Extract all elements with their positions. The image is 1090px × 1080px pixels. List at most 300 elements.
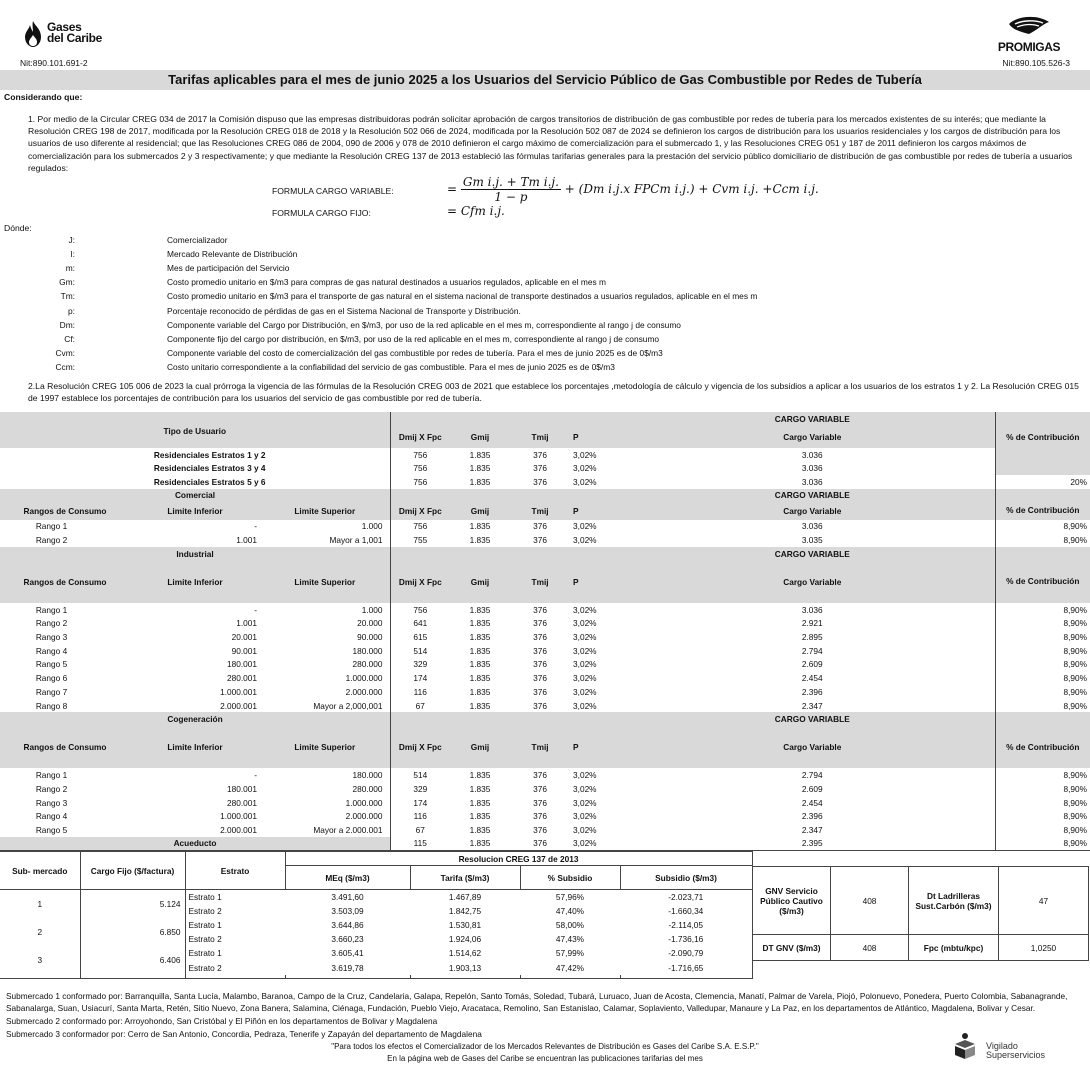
definition-row: [0, 291, 1000, 304]
rango-value: Rango 3: [35, 797, 68, 808]
subsidio-value: -1.660,34: [620, 904, 752, 918]
rango-value: Rango 2: [35, 535, 68, 546]
table-row: [0, 782, 1090, 796]
p-value: 3,02%: [573, 686, 597, 697]
rango-value: Rango 8: [35, 700, 68, 711]
p-value: 3,02%: [573, 824, 597, 835]
contribucion-value: 8,90%: [995, 630, 1090, 644]
cargo-variable-header: CARGO VARIABLE: [630, 412, 995, 426]
spacer-cell: [520, 975, 620, 979]
definition-row: [0, 348, 1000, 361]
section-header-row: [0, 547, 1090, 561]
cargo-variable-value: 2.395: [801, 838, 823, 849]
cargo-variable-value: 3.036: [801, 476, 823, 487]
tmij-value: 376: [533, 476, 547, 487]
table-row: [0, 768, 1090, 782]
meq-value: 3.644,86: [331, 919, 364, 930]
tmij-header: Tmij: [510, 561, 570, 603]
submercado-3: Submercado 3 conformador por: Cerro de San Antonio, Concordia, Pedraza, Tenerife y Zapayán del departamento de Magdalena: [6, 1029, 482, 1039]
section-header-row: [0, 412, 1090, 426]
dt-ladrilleras-label: Dt Ladrilleras Sust.Carbón ($/m3): [909, 867, 999, 935]
vigilado-text: Vigilado Superservicios: [986, 1041, 1046, 1060]
header-spacer: [390, 547, 630, 561]
contribucion-value: 8,90%: [995, 837, 1090, 851]
p-value: 3,02%: [573, 783, 597, 794]
dmij-value: 67: [390, 699, 450, 713]
dmij-header: Dmij X Fpc: [390, 426, 450, 448]
column-header-row: [0, 561, 1090, 603]
tarifa-value: 1.530,81: [448, 919, 482, 930]
tmij-header: Tmij: [510, 426, 570, 448]
cargo-variable-value: 3.036: [801, 521, 823, 532]
limite-superior-header: Limite Superior: [260, 561, 390, 603]
header-spacer: [995, 547, 1090, 561]
section-header-row: [0, 712, 1090, 726]
header-spacer: [0, 412, 390, 426]
cargo-variable-value: 2.609: [801, 783, 823, 794]
cargo-fijo-header: Cargo Fijo ($/factura): [80, 852, 185, 890]
tmij-value: 376: [533, 811, 547, 822]
header-spacer: [0, 489, 130, 502]
limite-inferior-value: 2.000.001: [220, 824, 257, 835]
dmij-value: 329: [390, 782, 450, 796]
cargo-variable-value: 3.035: [801, 535, 823, 546]
contribucion-value: 8,90%: [995, 644, 1090, 658]
estrato-value: Estrato 1: [185, 946, 285, 960]
tmij-value: 376: [533, 783, 547, 794]
p-value: 3,02%: [573, 476, 597, 487]
subsidio-value: -1.716,65: [620, 960, 752, 974]
tmij-value: 376: [533, 838, 547, 849]
estrato-value: Estrato 2: [185, 960, 285, 974]
table-row: [0, 823, 1090, 837]
definition-text: Costo unitario correspondiente a la confiabilidad del servicio de gas combustible. Para el mes de junio 2025 es de 0$/m3: [167, 361, 615, 372]
gmij-value: 1.835: [469, 673, 491, 684]
header-spacer: [995, 412, 1090, 426]
limite-superior-value: Mayor a 2,000,001: [313, 700, 383, 711]
gmij-value: 1.835: [469, 700, 491, 711]
limite-inferior-value: 1.000.001: [220, 686, 257, 697]
definition-row: [0, 277, 1000, 290]
cargo-variable-value: 2.396: [801, 686, 823, 697]
submercado-value: 2: [37, 927, 43, 938]
spacer-cell: [185, 975, 285, 979]
limite-superior-value: 280.000: [352, 659, 383, 670]
gmij-value: 1.835: [469, 797, 491, 808]
limite-superior-value: 2.000.000: [345, 686, 383, 697]
limite-superior-value: 1.000: [361, 604, 383, 615]
estrato-value: Estrato 2: [185, 932, 285, 946]
contribucion-value: 8,90%: [995, 823, 1090, 837]
gmij-value: 1.835: [469, 770, 491, 781]
gmij-value: 1.835: [469, 604, 491, 615]
subsidio-header: Subsidio ($/m3): [620, 866, 752, 890]
rango-value: Rango 4: [35, 645, 68, 656]
tarifa-value: 1.924,06: [448, 934, 482, 945]
gnv-value: 408: [831, 867, 909, 935]
dmij-value: 67: [390, 823, 450, 837]
note-web: En la página web de Gases del Caribe se encuentran las publicaciones tarifarias del mes: [387, 1054, 703, 1063]
superservicios-icon: [952, 1032, 978, 1060]
dmij-value: 115: [390, 837, 450, 851]
donde-label: Dónde:: [4, 223, 32, 233]
tarifa-value: 1.467,89: [410, 890, 520, 904]
p-value: 3,02%: [573, 659, 597, 670]
p-value: 3,02%: [573, 645, 597, 656]
header-spacer: [260, 489, 390, 502]
contribucion-header: % de Contribución: [995, 561, 1090, 603]
definition-text: Componente variable del Cargo por Distribución, en $/m3, por uso de la red aplicable en el mes m, correspondiente al rango j de consumo: [167, 319, 681, 330]
cargo-variable-value: 3.036: [801, 463, 823, 474]
subsidio-value: -1.736,16: [620, 932, 752, 946]
definition-row: [0, 334, 1000, 347]
gmij-header: Gmij: [450, 726, 510, 768]
cargo-fijo-value: 5.124: [80, 890, 185, 918]
dmij-value: 756: [390, 603, 450, 617]
dt-gnv-value: 408: [831, 935, 909, 961]
cargo-variable-value: 2.396: [801, 811, 823, 822]
limite-superior-value: 180.000: [352, 770, 383, 781]
tmij-value: 376: [533, 618, 547, 629]
header-spacer: [260, 547, 390, 561]
definition-text: Costo promedio unitario en $/m3 para el transporte de gas natural en el sistema nacional de transporte destinados a usuarios regulados, aplicable en el mes m: [167, 291, 758, 302]
formula-fraction: [461, 175, 561, 204]
column-header-row: [0, 426, 1090, 448]
meq-value: 3.619,78: [331, 962, 364, 973]
limite-superior-value: 1.000.000: [345, 797, 383, 808]
limite-inferior-value: -: [254, 604, 257, 615]
p-value: 3,02%: [573, 604, 597, 615]
rangos-header: Rangos de Consumo: [0, 726, 130, 768]
formula-variable: [447, 175, 819, 204]
pct-subsidio-value: 57,99%: [555, 948, 585, 959]
header-spacer: [390, 489, 630, 502]
gmij-value: 1.835: [469, 632, 491, 643]
formula-fijo: = Cfm i.j.: [447, 204, 505, 218]
subsidy-table: [0, 851, 753, 979]
spacer-cell: [0, 975, 80, 979]
tmij-value: 376: [533, 604, 547, 615]
tipo-usuario-value: Residenciales Estratos 5 y 6: [153, 476, 266, 487]
meq-value: 3.660,23: [331, 934, 364, 945]
document-title: Tarifas aplicables para el mes de junio 2025 a los Usuarios del Servicio Público de Gas Combustible por Redes de Tubería: [0, 70, 1090, 90]
cargo-variable-value: 2.921: [801, 618, 823, 629]
definition-row: [0, 235, 1000, 248]
cargo-variable-value: 2.609: [801, 659, 823, 670]
vigilado-superservicios-logo: [952, 1032, 1072, 1062]
estrato-value: Estrato 1: [185, 918, 285, 932]
p-header: P: [570, 561, 630, 603]
fpc-value: 1,0250: [999, 935, 1089, 961]
formula-fijo-label: FORMULA CARGO FIJO:: [272, 208, 371, 218]
p-value: 3,02%: [573, 797, 597, 808]
tmij-value: 376: [533, 449, 547, 460]
cargo-variable-header: CARGO VARIABLE: [630, 547, 995, 561]
pct-subsidio-value: 57,96%: [520, 890, 620, 904]
cargo-variable-col-header: Cargo Variable: [630, 502, 995, 520]
gmij-value: 1.835: [469, 686, 491, 697]
formula-variable-label: FORMULA CARGO VARIABLE:: [272, 186, 394, 196]
definition-symbol: Cf:: [64, 333, 75, 344]
rango-value: Rango 5: [35, 824, 68, 835]
limite-superior-value: 2.000.000: [345, 811, 383, 822]
gmij-value: 1.835: [469, 811, 491, 822]
definition-symbol: Tm:: [60, 291, 75, 302]
dmij-header: Dmij X Fpc: [390, 502, 450, 520]
contribucion-value: 8,90%: [995, 617, 1090, 631]
tarifa-value: 1.903,13: [448, 962, 482, 973]
pct-subsidio-header: % Subsidio: [520, 866, 620, 890]
dt-ladrilleras-value: 47: [999, 867, 1089, 935]
cargo-variable-value: 3.036: [801, 449, 823, 460]
definition-text: Porcentaje reconocido de pérdidas de gas en el Sistema Nacional de Transporte y Distribución.: [167, 305, 521, 316]
p-value: 3,02%: [573, 463, 597, 474]
limite-superior-value: 90.000: [357, 632, 383, 643]
formula-rest: + (Dm i.j.x FPCm i.j.) + Cvm i.j. +Ccm i.j.: [564, 182, 819, 196]
tmij-value: 376: [533, 824, 547, 835]
p-value: 3,02%: [573, 770, 597, 781]
flame-icon: [22, 20, 44, 48]
header-spacer: [260, 837, 390, 851]
gmij-value: 1.835: [469, 521, 491, 532]
rango-value: Rango 2: [35, 783, 68, 794]
contribucion-header: % de Contribución: [995, 502, 1090, 520]
subsidio-value: -2.023,71: [620, 890, 752, 904]
column-header-row: [0, 726, 1090, 768]
gmij-value: 1.835: [469, 645, 491, 656]
subsidy-row: [0, 918, 752, 932]
rango-value: Rango 4: [35, 811, 68, 822]
dt-gnv-label: DT GNV ($/m3): [753, 935, 831, 961]
definition-row: [0, 320, 1000, 333]
note-comercializador: "Para todos los efectos el Comercializador de los Mercados Relevantes de Distribución es Gases del Caribe S.A. E.S.P.": [331, 1042, 759, 1051]
definition-symbol: Cvm:: [55, 347, 75, 358]
subsidy-row: [0, 890, 752, 904]
cargo-variable-value: 2.454: [801, 797, 823, 808]
definition-symbol: m:: [65, 263, 75, 274]
cargo-variable-value: 2.794: [801, 770, 823, 781]
limite-inferior-value: 1.000.001: [220, 811, 257, 822]
limite-superior-value: Mayor a 1,001: [329, 535, 383, 546]
limite-inferior-header: Limite Inferior: [130, 561, 260, 603]
estrato-header: Estrato: [185, 852, 285, 890]
promigas-mark-icon: [1007, 14, 1051, 36]
gmij-header: Gmij: [450, 502, 510, 520]
dmij-value: 174: [390, 796, 450, 810]
table-row: [0, 809, 1090, 823]
gmij-value: 1.835: [469, 618, 491, 629]
estrato-value: Estrato 1: [185, 890, 285, 904]
paragraph-1: 1. Por medio de la Circular CREG 034 de 2017 la Comisión dispuso que las empresas distribuidoras podrán solicitar aprobación de cargos transitorios de distribución de gas combustible por redes de tubería para los mercados existentes de su interés; que mediante la Resolución CREG 198 de 2017, modificada por la Resolución CREG 018 de 2018 y la Resolución 502 066 de 2024, modificada por la Resolución 502 087 de 2024 se definieron los cargos de distribución para los usuarios residenciales y los cargos de distribución para los usuarios de uso diferente al residencial; que las Resoluciones CREG 086 de 2004, 090 de 2006 y 078 de 2010 definieron el cargo máximo de comercialización para el submercado 1, y las Resoluciones CREG 051 y 187 de 2011 definieron los cargos máximos de comercialización para los submercados 2 y 3 respectivamente; y que mediante la Resolución CREG 137 de 2013 estableció las fórmulas tarifarias generales para la prestación del servicio público domiciliario de distribución de gas combustible por redes de tubería a usuarios regulados:: [28, 114, 1073, 173]
gmij-value: 1.835: [469, 838, 491, 849]
tmij-header: Tmij: [510, 502, 570, 520]
rango-value: Rango 1: [35, 770, 68, 781]
gmij-value: 1.835: [469, 659, 491, 670]
limite-inferior-value: 20.001: [231, 632, 257, 643]
definition-text: Mes de participación del Servicio: [167, 263, 290, 274]
limite-inferior-value: 90.001: [231, 645, 257, 656]
rangos-header: Rangos de Consumo: [0, 502, 130, 520]
contribucion-value: [995, 448, 1090, 462]
limite-superior-value: 1.000.000: [345, 673, 383, 684]
gmij-value: 1.835: [469, 535, 491, 546]
rangos-header: Rangos de Consumo: [0, 561, 130, 603]
dmij-value: 116: [390, 809, 450, 823]
gmij-header: Gmij: [450, 426, 510, 448]
table-row: [0, 685, 1090, 699]
cargo-variable-value: 2.895: [801, 632, 823, 643]
definition-symbol: p:: [68, 305, 75, 316]
resolucion-header: Resolucion CREG 137 de 2013: [285, 852, 752, 866]
rango-value: Rango 7: [35, 686, 68, 697]
tmij-value: 376: [533, 463, 547, 474]
submercado-value: 3: [37, 955, 43, 966]
pct-subsidio-value: 47,42%: [555, 962, 585, 973]
contribucion-value: [995, 462, 1090, 476]
contribucion-value: 8,90%: [995, 520, 1090, 534]
cargo-fijo-value: 6.850: [80, 918, 185, 946]
left-logo-text: Gases del Caribe: [47, 20, 103, 45]
subsidy-header-row: [0, 852, 752, 866]
limite-inferior-value: 280.001: [227, 797, 257, 808]
dmij-header: Dmij X Fpc: [390, 561, 450, 603]
definition-text: Componente fijo del cargo por distribución, en $/m3, por uso de la red aplicable en el mes m, correspondiente al rango j de consumo: [167, 333, 660, 344]
header-spacer: [390, 712, 630, 726]
contribucion-header: % de Contribución: [995, 426, 1090, 448]
paragraph-2: 2.La Resolución CREG 105 006 de 2023 la cual prórroga la vigencia de las fórmulas de la Resolución CREG 003 de 2021 que establece los porcentajes ,metodología de cálculo y vigencia de los subsidios a aplicar a los usuarios de los estratos 1 y 2. La Resolución CREG 015 de 1997 establece los porcentajes de contribución para los usuarios del servicio de gas combustible por red de tubería.: [28, 381, 1079, 404]
cargo-variable-value: 2.454: [801, 673, 823, 684]
rango-value: Rango 3: [35, 632, 68, 643]
tarifa-value: 1.842,75: [448, 905, 482, 916]
contribucion-value: 8,90%: [995, 809, 1090, 823]
limite-superior-value: 20.000: [357, 618, 383, 629]
gmij-value: 1.835: [469, 449, 491, 460]
dmij-value: 174: [390, 671, 450, 685]
p-value: 3,02%: [573, 838, 597, 849]
table-row: [0, 617, 1090, 631]
limite-inferior-value: -: [254, 521, 257, 532]
document-header: [0, 0, 1090, 70]
limite-inferior-value: 180.001: [227, 659, 257, 670]
definition-row: [0, 263, 1000, 276]
acueducto-label: Acueducto: [130, 837, 260, 851]
subsidy-bottom-row: [0, 975, 752, 979]
rango-value: Rango 2: [35, 618, 68, 629]
limite-superior-header: Limite Superior: [260, 726, 390, 768]
contribucion-value: 8,90%: [995, 658, 1090, 672]
p-header: P: [570, 726, 630, 768]
section-header-row: [0, 489, 1090, 502]
acueducto-row: [0, 837, 1090, 851]
spacer-cell: [620, 975, 752, 979]
table-row: [0, 462, 1090, 476]
contribucion-value: 8,90%: [995, 782, 1090, 796]
definition-row: [0, 362, 1000, 375]
cargo-fijo-value: 6.406: [80, 946, 185, 974]
definition-symbol: Dm:: [59, 319, 75, 330]
right-nit: Nit:890.105.526-3: [1002, 58, 1070, 68]
table-row: [0, 630, 1090, 644]
submercado-1: Submercado 1 conformado por: Barranquilla, Santa Lucía, Malambo, Baranoa, Campo de la Cruz, Candelaria, Galapa, Repelón, Santo Tomás, Soledad, Tubará, Luruaco, Juan de Acosta, Clemencia, Manatí, Palmar de Varela, Piojó, Polonuevo, Ponedera, Puerto Colombia, Sabanagrande, Sabanalarga, Suan, Usiacurí, Santa Marta, Retén, Sitio Nuevo, Zona Banera, Salamina, Ciénaga, Fundación, Pueblo Viejo, Aracataca, Remolino, San Estanislao, Calamar, Soplaviento, Valledupar, Manaure y La Paz, en los departamentos de Atlántico, Magdalena, Bolivar y Cesar.: [6, 991, 1068, 1014]
dmij-value: 756: [390, 462, 450, 476]
header-spacer: [0, 837, 130, 851]
meq-value: 3.503,09: [331, 905, 364, 916]
limite-inferior-value: 180.001: [227, 783, 257, 794]
cargo-variable-value: 2.347: [801, 824, 823, 835]
definition-row: [0, 249, 1000, 262]
table-row: [0, 699, 1090, 713]
definition-symbol: J:: [68, 235, 75, 245]
spacer-cell: [285, 975, 410, 979]
cargo-variable-header: CARGO VARIABLE: [630, 712, 995, 726]
limite-superior-value: 280.000: [352, 783, 383, 794]
tipo-usuario-value: Residenciales Estratos 1 y 2: [153, 449, 266, 460]
table-row: [0, 475, 1090, 489]
industrial-label: Industrial: [130, 547, 260, 561]
gmij-value: 1.835: [469, 824, 491, 835]
table-row: [0, 671, 1090, 685]
table-row: [0, 448, 1090, 462]
tmij-value: 376: [533, 659, 547, 670]
meq-value: 3.605,41: [331, 948, 364, 959]
right-logo-text: PROMIGAS: [997, 40, 1061, 54]
limite-superior-header: Limite Superior: [260, 502, 390, 520]
p-value: 3,02%: [573, 811, 597, 822]
dmij-value: 756: [390, 475, 450, 489]
meq-value: 3.491,60: [285, 890, 410, 904]
dmij-value: 615: [390, 630, 450, 644]
gnv-label: GNV Servicio Público Cautivo ($/m3): [753, 867, 831, 935]
cargo-variable-value: 3.036: [801, 604, 823, 615]
subsidio-value: -2.114,05: [620, 918, 752, 932]
table-row: [0, 796, 1090, 810]
pct-subsidio-value: 58,00%: [555, 919, 585, 930]
limite-inferior-value: 280.001: [227, 673, 257, 684]
header-spacer: [260, 712, 390, 726]
submercado-value: 1: [0, 890, 80, 918]
pct-subsidio-value: 47,40%: [555, 905, 585, 916]
table-row: [0, 533, 1090, 547]
submercado-2: Submercado 2 conformado por: Arroyohondo, San Cristóbal y El Piñón en los departamentos de Bolivar y Magdalena: [6, 1016, 438, 1026]
limite-inferior-value: -: [254, 770, 257, 781]
tmij-value: 376: [533, 770, 547, 781]
limite-superior-value: 1.000: [361, 521, 383, 532]
gmij-value: 1.835: [469, 476, 491, 487]
cargo-variable-col-header: Cargo Variable: [630, 561, 995, 603]
meq-header: MEq ($/m3): [285, 866, 410, 890]
rango-value: Rango 1: [35, 604, 68, 615]
submercado-header: Sub- mercado: [0, 852, 80, 890]
contribucion-value: 8,90%: [995, 699, 1090, 713]
tariff-table: [0, 412, 1090, 851]
tmij-header: Tmij: [510, 726, 570, 768]
gnv-table: [752, 866, 1089, 961]
comercial-label: Comercial: [130, 489, 260, 502]
limite-inferior-value: 1.001: [236, 535, 257, 546]
contribucion-value: 8,90%: [995, 685, 1090, 699]
definition-text: Componente variable del costo de comercialización del gas combustible por redes de tubería. Para el mes de junio 2025 es de 0$/m3: [167, 347, 663, 358]
contribucion-value: 8,90%: [995, 603, 1090, 617]
p-value: 3,02%: [573, 673, 597, 684]
tmij-value: 376: [533, 797, 547, 808]
table-row: [0, 658, 1090, 672]
table-row: [0, 603, 1090, 617]
tmij-value: 376: [533, 686, 547, 697]
promigas-logo: [994, 14, 1064, 54]
p-value: 3,02%: [573, 535, 597, 546]
header-spacer: [0, 547, 130, 561]
gmij-value: 1.835: [469, 463, 491, 474]
